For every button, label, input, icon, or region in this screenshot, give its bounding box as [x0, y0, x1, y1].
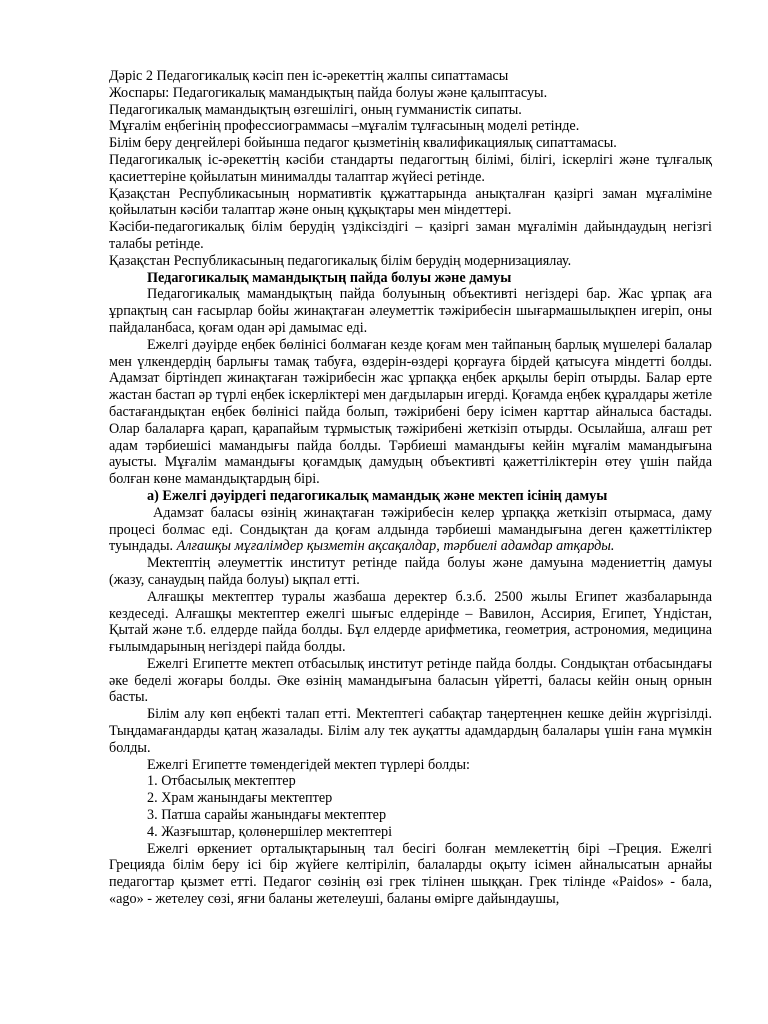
- section-heading: Педагогикалық мамандықтың пайда болуы және дамуы: [147, 269, 512, 286]
- plan-item: Педагогикалық іс-әрекеттің кәсіби стандарты педагогтың білімі, білігі, іскерлігі және тұлғалық қасиеттеріне қойылатын минималды талаптар жүйесі ретінде.: [109, 151, 712, 185]
- paragraph: Мектептің әлеуметтік институт ретінде пайда болуы және дамуына мәдениеттің дамуы (жазу, санаудың пайда болуы) ықпал етті.: [109, 555, 712, 588]
- paragraph: Ежелгі Египетте мектеп отбасылық институт ретінде пайда болды. Сондықтан отбасындағы әке беделі жоғары болды. Әке өзінің мамандығына баласын үйретті, баласы кейін оның орнын басты.: [109, 655, 712, 706]
- plan-item: Педагогикалық мамандықтың өзгешілігі, оның гумманистік сипаты.: [109, 101, 522, 118]
- list-intro: Ежелгі Египетте төмендегідей мектеп түрлері болды:: [147, 756, 470, 773]
- plan-item: Қазақстан Республикасының нормативтік құжаттарында анықталған қазіргі заман мұғаліміне қойылатын кәсіби талаптар және оның құқықтары мен міндеттері.: [109, 185, 712, 219]
- list-item: 4. Жазғыштар, қолөнершілер мектептері: [147, 823, 393, 840]
- section-heading: а) Ежелгі дәуірдегі педагогикалық мамандық және мектеп ісінің дамуы: [147, 487, 608, 504]
- lecture-title: Дәріс 2 Педагогикалық кәсіп пен іс-әрекеттің жалпы сипаттамасы: [109, 68, 509, 84]
- list-item: 3. Патша сарайы жанындағы мектептер: [147, 807, 387, 824]
- plan-item: Кәсіби-педагогикалық білім берудің үздіксіздігі – қазіргі заман мұғалімін дайындаудың негізгі талабы ретінде.: [109, 219, 712, 252]
- plan-item: Қазақстан Республикасының педагогикалық білім берудің модернизациялау.: [109, 252, 572, 269]
- paragraph: Білім алу көп еңбекті талап етті. Мектептегі сабақтар таңертеңнен кешке дейін жүргізілді. Тыңдамағандарды қатаң жазалады. Білім алу тек ауқатты адамдардың балалары үшін ғана мүмкін болды.: [109, 706, 712, 756]
- paragraph-text: Адамзат баласы өзінің жинақтаған тәжірибесін келер ұрпаққа жеткізіп отырмаса, даму процесі болмас еді. Сондықтан да қоғам алдында тәрбиеші мамандығына деген қажеттіліктер туындады.: [109, 504, 712, 555]
- plan-item: Жоспары: Педагогикалық мамандықтың пайда болуы және қалыптасуы.: [109, 84, 548, 101]
- list-item: 2. Храм жанындағы мектептер: [147, 790, 333, 807]
- plan-item: Білім беру деңгейлері бойынша педагог қызметінің квалификациялық сипаттамасы.: [109, 135, 617, 152]
- paragraph: Ежелгі дәуірде еңбек бөлінісі болмаған кезде қоғам мен тайпаның барлық мүшелері балалар мен үлкендердің барлығы тамақ табуға, өздерін-өздері қорғауға бірдей қатысуға міндетті болды. Адамзат біртіндеп жинақтаған тәжірибесін жас ұрпаққа еңбек арқылы беріп отырды. Балар ерте жастан бастап әр түрлі еңбек іскерліктері мен дағдыларын игерді. Қоғамда еңбек құралдары жетіле бастағандықтан еңбек бөлінісі пайда болып, тәжірибені беру ісімен карттар айналыса бастады. Олар балаларға қарап, қарапайым тұрмыстық тәжірибені жеткізіп отырды. Осылайша, алғаш рет адам тәрбиешісі мамандығы пайда болды. Тәрбиеші мамандығы кейін мұғалім мамандығына ауысты. Мұғалім мамандығы қоғамдық дамудың объективті қажеттіліктерін өтеу үшін пайда болған көне мамандықтардың бірі.: [109, 336, 712, 488]
- paragraph: Ежелгі өркениет орталықтарының тал бесігі болған мемлекеттің бірі –Греция. Ежелгі Грецияда білім беру ісі бір жүйеге келтіріліп, балаларды оқыту ісімен айналысатын арнайы педагогтар қызмет етті. Педагог сөзінің өзі грек тілінен шыққан. Грек тілінде «Paidos» - бала, «ago» - жетелеу сөзі, яғни баланы жетелеуші, баланы өмірге дайындаушы,: [109, 840, 712, 908]
- list-item: 1. Отбасылық мектептер: [147, 773, 296, 790]
- paragraph: Педагогикалық мамандықтың пайда болуының объективті негіздері бар. Жас ұрпақ аға ұрпақтың сан ғасырлар бойы жинақтаған әлеуметтік тәжірибесін шығармашылықпен игеріп, оны пайдаланбаса, қоғам одан әрі дамымас еді.: [109, 286, 712, 336]
- paragraph: Алғашқы мектептер туралы жазбаша деректер б.з.б. 2500 жылы Египет жазбаларында кездеседі. Алғашқы мектептер ежелгі шығыс елдерінде – Вавилон, Ассирия, Египет, Үндістан, Қытай және т.б. елдерде пайда болды. Бұл елдерде арифметика, геометрия, астрономия, медицина ғылымдарының негіздері пайда болды.: [109, 588, 712, 656]
- paragraph: [109, 505, 712, 555]
- paragraph-italic-text: Алғашқы мұғалімдер қызметін ақсақалдар, тәрбиелі адамдар атқарды.: [176, 538, 615, 555]
- plan-item: Мұғалім еңбегінің профессиограммасы –мұғалім тұлғасының моделі ретінде.: [109, 118, 580, 135]
